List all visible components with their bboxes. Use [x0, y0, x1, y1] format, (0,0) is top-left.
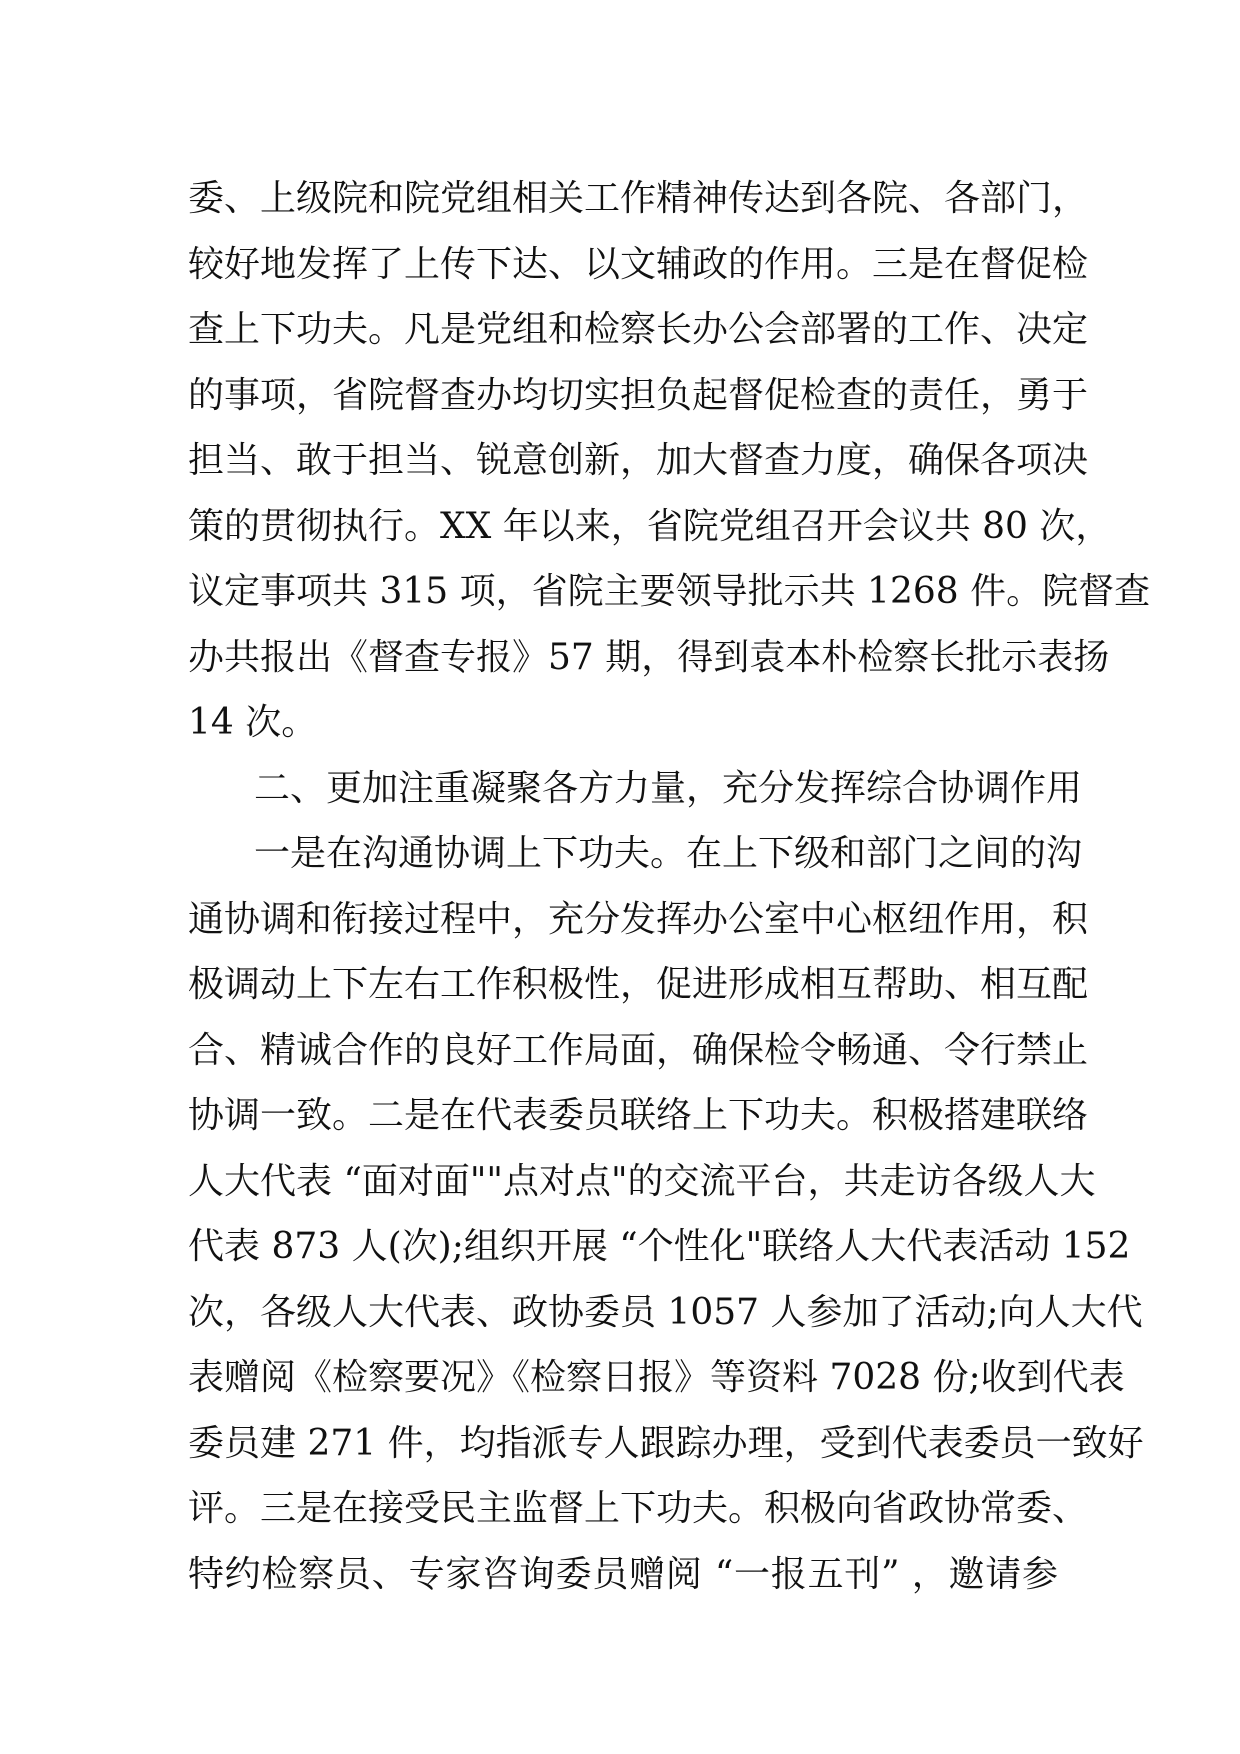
text-line: 较好地发挥了上传下达、以文辅政的作用。三是在督促检 — [188, 243, 1089, 285]
text-line: 表赠阅《检察要况》《检察日报》等资料 7028 份;收到代表 — [188, 1357, 1125, 1398]
text-line: 协调一致。二是在代表委员联络上下功夫。积极搭建联络 — [188, 1095, 1089, 1136]
text-line: 议定事项共 315 项，省院主要领导批示共 1268 件。院督查 — [188, 571, 1151, 612]
text-line: 特约检察员、专家咨询委员赠阅 “一报五刊” ，邀请参 — [188, 1553, 1058, 1595]
body-text — [188, 166, 1151, 1607]
text-line: 委、上级院和院党组相关工作精神传达到各院、各部门， — [188, 178, 1089, 219]
text-line: 一是在沟通协调上下功夫。在上下级和部门之间的沟 — [254, 833, 1083, 874]
text-line: 代表 873 人(次);组织开展 “个性化"联络人大代表活动 152 — [188, 1226, 1131, 1267]
section-heading: 二、更加注重凝聚各方力量，充分发挥综合协调作用 — [254, 767, 1083, 809]
text-line: 担当、敢于担当、锐意创新，加大督查力度，确保各项决 — [188, 440, 1089, 481]
text-line: 通协调和衔接过程中，充分发挥办公室中心枢纽作用，积 — [188, 898, 1089, 940]
text-line: 极调动上下左右工作积极性，促进形成相互帮助、相互配 — [188, 964, 1089, 1005]
text-line: 策的贯彻执行。XX 年以来，省院党组召开会议共 80 次， — [188, 505, 1112, 547]
text-line: 14 次。 — [188, 702, 318, 743]
text-line: 合、精诚合作的良好工作局面，确保检令畅通、令行禁止 — [188, 1029, 1089, 1071]
text-line: 评。三是在接受民主监督上下功夫。积极向省政协常委、 — [188, 1488, 1089, 1529]
text-line: 办共报出《督查专报》57 期，得到袁本朴检察长批示表扬 — [188, 636, 1110, 678]
text-line: 次，各级人大代表、政协委员 1057 人参加了活动;向人大代 — [188, 1291, 1143, 1333]
text-line: 的事项，省院督查办均切实担负起督促检查的责任，勇于 — [188, 374, 1089, 416]
text-line: 查上下功夫。凡是党组和检察长办公会部署的工作、决定 — [188, 309, 1089, 350]
text-line: 人大代表 “面对面""点对点"的交流平台，共走访各级人大 — [188, 1160, 1096, 1202]
text-line: 委员建 271 件，均指派专人跟踪办理，受到代表委员一致好 — [188, 1422, 1144, 1464]
